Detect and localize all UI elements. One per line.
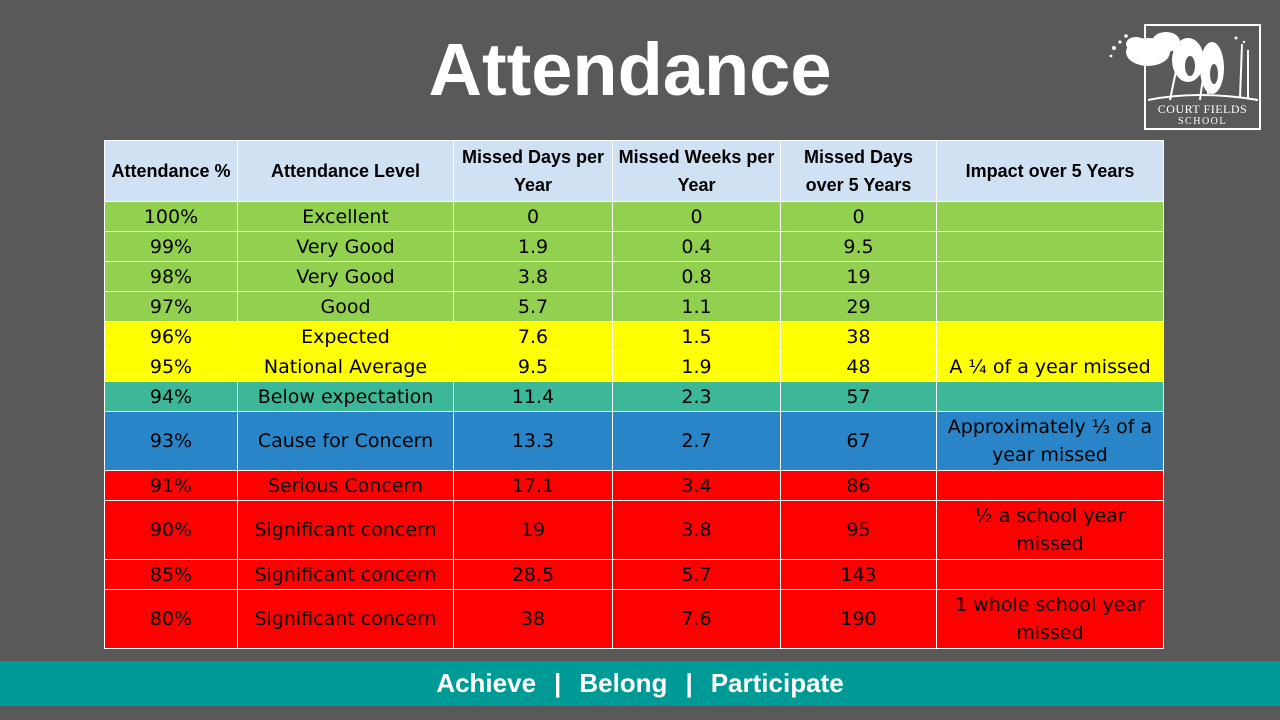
cell-impact: 1 whole school year missed (937, 590, 1164, 649)
cell-missed-days: 28.5 (454, 560, 613, 590)
table-row (105, 501, 1164, 560)
cell-attendance-pct: 85% (105, 560, 238, 590)
cell-missed-days-5-years: 86 (781, 471, 937, 501)
cell-missed-weeks: 1.5 (613, 322, 781, 352)
cell-missed-days: 11.4 (454, 382, 613, 412)
cell-attendance-level: Below expectation (238, 382, 454, 412)
cell-missed-days: 1.9 (454, 232, 613, 262)
cell-attendance-pct: 96% (105, 322, 238, 352)
footer-separator: | (685, 668, 693, 698)
table-row (105, 560, 1164, 590)
cell-attendance-pct: 99% (105, 232, 238, 262)
cell-attendance-level: Cause for Concern (238, 412, 454, 471)
cell-attendance-pct: 98% (105, 262, 238, 292)
table-row (105, 352, 1164, 382)
cell-missed-days: 19 (454, 501, 613, 560)
cell-impact (937, 232, 1164, 262)
cell-missed-days-5-years: 38 (781, 322, 937, 352)
cell-attendance-pct: 90% (105, 501, 238, 560)
cell-attendance-pct: 97% (105, 292, 238, 322)
school-logo (1108, 22, 1263, 132)
table-row (105, 590, 1164, 649)
header-missed-days-per-year: Missed Days per Year (454, 141, 613, 202)
cell-attendance-level: Significant concern (238, 560, 454, 590)
logo-text-line2: SCHOOL (1177, 116, 1227, 127)
cell-missed-weeks: 0.4 (613, 232, 781, 262)
table-row (105, 262, 1164, 292)
cell-impact: Approximately ⅓ of a year missed (937, 412, 1164, 471)
header-missed-weeks-per-year: Missed Weeks per Year (613, 141, 781, 202)
cell-missed-weeks: 0.8 (613, 262, 781, 292)
logo-text-line1: COURT FIELDS (1157, 102, 1248, 116)
table-row (105, 412, 1164, 471)
cell-attendance-pct: 94% (105, 382, 238, 412)
cell-impact (937, 262, 1164, 292)
cell-missed-weeks: 0 (613, 202, 781, 232)
cell-attendance-level: Very Good (238, 262, 454, 292)
cell-missed-weeks: 3.4 (613, 471, 781, 501)
footer-separator: | (554, 668, 562, 698)
cell-impact (937, 322, 1164, 352)
cell-attendance-level: Excellent (238, 202, 454, 232)
cell-attendance-level: National Average (238, 352, 454, 382)
footer-participate: Participate (710, 668, 844, 698)
page-title: Attendance (428, 28, 832, 111)
header-missed-days-5-years: Missed Days over 5 Years (781, 141, 937, 202)
table-row (105, 382, 1164, 412)
cell-impact (937, 382, 1164, 412)
cell-missed-weeks: 2.3 (613, 382, 781, 412)
table-row (105, 232, 1164, 262)
table-header-row (105, 141, 1164, 202)
cell-impact: ½ a school year missed (937, 501, 1164, 560)
cell-attendance-level: Significant concern (238, 590, 454, 649)
footer-belong: Belong (579, 668, 668, 698)
cell-missed-days: 17.1 (454, 471, 613, 501)
attendance-table (104, 140, 1164, 649)
cell-missed-weeks: 3.8 (613, 501, 781, 560)
cell-missed-days-5-years: 57 (781, 382, 937, 412)
cell-missed-days-5-years: 48 (781, 352, 937, 382)
cell-missed-weeks: 2.7 (613, 412, 781, 471)
cell-missed-weeks: 5.7 (613, 560, 781, 590)
cell-missed-days: 7.6 (454, 322, 613, 352)
cell-attendance-pct: 91% (105, 471, 238, 501)
cell-attendance-level: Very Good (238, 232, 454, 262)
cell-impact (937, 560, 1164, 590)
header-impact-5-years: Impact over 5 Years (937, 141, 1164, 202)
cell-missed-days-5-years: 29 (781, 292, 937, 322)
cell-missed-weeks: 7.6 (613, 590, 781, 649)
cell-missed-days: 3.8 (454, 262, 613, 292)
cell-missed-days-5-years: 190 (781, 590, 937, 649)
cell-impact (937, 202, 1164, 232)
cell-impact (937, 292, 1164, 322)
header-attendance-pct: Attendance % (105, 141, 238, 202)
cell-impact: A ¼ of a year missed (937, 352, 1164, 382)
cell-missed-days: 0 (454, 202, 613, 232)
cell-missed-days-5-years: 143 (781, 560, 937, 590)
cell-missed-days-5-years: 19 (781, 262, 937, 292)
cell-missed-days: 13.3 (454, 412, 613, 471)
cell-attendance-level: Expected (238, 322, 454, 352)
cell-attendance-pct: 95% (105, 352, 238, 382)
table-row (105, 292, 1164, 322)
cell-missed-days: 9.5 (454, 352, 613, 382)
footer-banner (0, 661, 1280, 706)
table-row (105, 471, 1164, 501)
cell-missed-days-5-years: 9.5 (781, 232, 937, 262)
cell-attendance-pct: 93% (105, 412, 238, 471)
cell-attendance-pct: 100% (105, 202, 238, 232)
cell-missed-weeks: 1.1 (613, 292, 781, 322)
cell-attendance-level: Significant concern (238, 501, 454, 560)
cell-impact (937, 471, 1164, 501)
cell-missed-days: 5.7 (454, 292, 613, 322)
table-row (105, 322, 1164, 352)
cell-missed-days: 38 (454, 590, 613, 649)
cell-attendance-level: Serious Concern (238, 471, 454, 501)
cell-attendance-level: Good (238, 292, 454, 322)
footer-achieve: Achieve (436, 668, 537, 698)
cell-attendance-pct: 80% (105, 590, 238, 649)
table-row (105, 202, 1164, 232)
cell-missed-days-5-years: 0 (781, 202, 937, 232)
cell-missed-days-5-years: 95 (781, 501, 937, 560)
header-attendance-level: Attendance Level (238, 141, 454, 202)
cell-missed-days-5-years: 67 (781, 412, 937, 471)
cell-missed-weeks: 1.9 (613, 352, 781, 382)
